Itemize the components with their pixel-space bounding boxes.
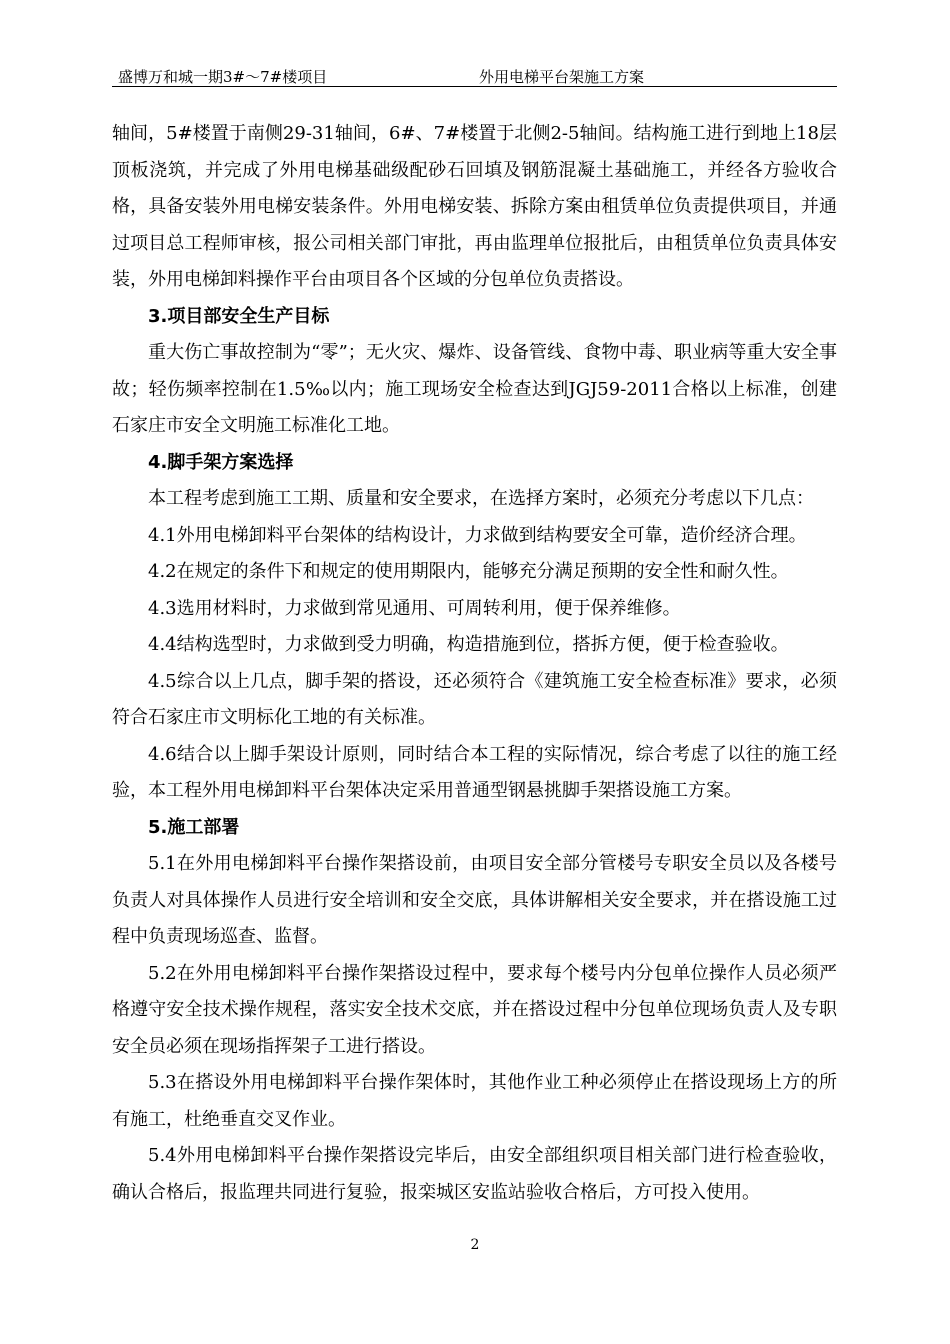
list-item-5-3: 5.3在搭设外用电梯卸料平台操作架体时，其他作业工种必须停止在搭设现场上方的所有施工，杜绝垂直交叉作业。 xyxy=(112,1072,837,1130)
list-item-5-2: 5.2在外用电梯卸料平台操作架搭设过程中，要求每个楼号内分包单位操作人员必须严格遵守安全技术操作规程，落实安全技术交底，并在搭设过程中分包单位现场负责人及专职安全员必须在现场指挥架子工进行搭设。 xyxy=(112,962,837,1057)
list-item-4-4: 4.4结构选型时，力求做到受力明确，构造措施到位，搭拆方便，便于检查验收。 xyxy=(148,634,789,655)
paragraph-safety-goals: 重大伤亡事故控制为“零”；无火灾、爆炸、设备管线、食物中毒、职业病等重大安全事故；轻伤频率控制在1.5‰以内；施工现场安全检查达到JGJ59-2011合格以上标准，创建石家庄市安全文明施工标准化工地。 xyxy=(112,342,837,436)
paragraph-project-overview: 轴间，5#楼置于南侧29-31轴间，6#、7#楼置于北侧2-5轴间。结构施工进行到地上18层顶板浇筑，并完成了外用电梯基础级配砂石回填及钢筋混凝土基础施工，并经各方验收合格，具备安装外用电梯安装条件。外用电梯安装、拆除方案由租赁单位负责提供项目，并通过项目总工程师审核，报公司相关部门审批，再由监理单位报批后，由租赁单位负责具体安装，外用电梯卸料操作平台由项目各个区域的分包单位负责搭设。 xyxy=(112,123,837,290)
list-item-4-3: 4.3选用材料时，力求做到常见通用、可周转利用，便于保养维修。 xyxy=(148,597,681,619)
header-project-name: 盛博万和城一期3#～7#楼项目 xyxy=(118,68,328,86)
list-item-4-2: 4.2在规定的条件下和规定的使用期限内，能够充分满足预期的安全性和耐久性。 xyxy=(148,561,789,582)
document-body xyxy=(112,116,837,1211)
header-document-title: 外用电梯平台架施工方案 xyxy=(479,68,645,86)
page-header xyxy=(112,64,837,87)
list-item-4-5: 4.5综合以上几点，脚手架的搭设，还必须符合《建筑施工安全检查标准》要求，必须符合石家庄市文明标化工地的有关标准。 xyxy=(112,670,837,728)
list-item-4-6: 4.6结合以上脚手架设计原则，同时结合本工程的实际情况，综合考虑了以往的施工经验，本工程外用电梯卸料平台架体决定采用普通型钢悬挑脚手架搭设施工方案。 xyxy=(112,743,837,801)
list-item-5-4: 5.4外用电梯卸料平台操作架搭设完毕后，由安全部组织项目相关部门进行检查验收，确认合格后，报监理共同进行复验，报栾城区安监站验收合格后，方可投入使用。 xyxy=(112,1145,837,1203)
section-heading-scaffold-plan: 4.脚手架方案选择 xyxy=(148,451,294,473)
page-number: 2 xyxy=(470,1237,480,1253)
section-heading-safety-goals: 3.项目部安全生产目标 xyxy=(148,305,330,327)
list-item-4-1: 4.1外用电梯卸料平台架体的结构设计，力求做到结构要安全可靠，造价经济合理。 xyxy=(148,524,807,546)
list-item-5-1: 5.1在外用电梯卸料平台操作架搭设前，由项目安全部分管楼号专职安全员以及各楼号负责人对具体操作人员进行安全培训和安全交底，具体讲解相关安全要求，并在搭设施工过程中负责现场巡查、监督。 xyxy=(112,853,837,947)
section-heading-construction-deployment: 5.施工部署 xyxy=(148,816,240,838)
paragraph-scaffold-intro: 本工程考虑到施工工期、质量和安全要求，在选择方案时，必须充分考虑以下几点： xyxy=(148,488,814,509)
